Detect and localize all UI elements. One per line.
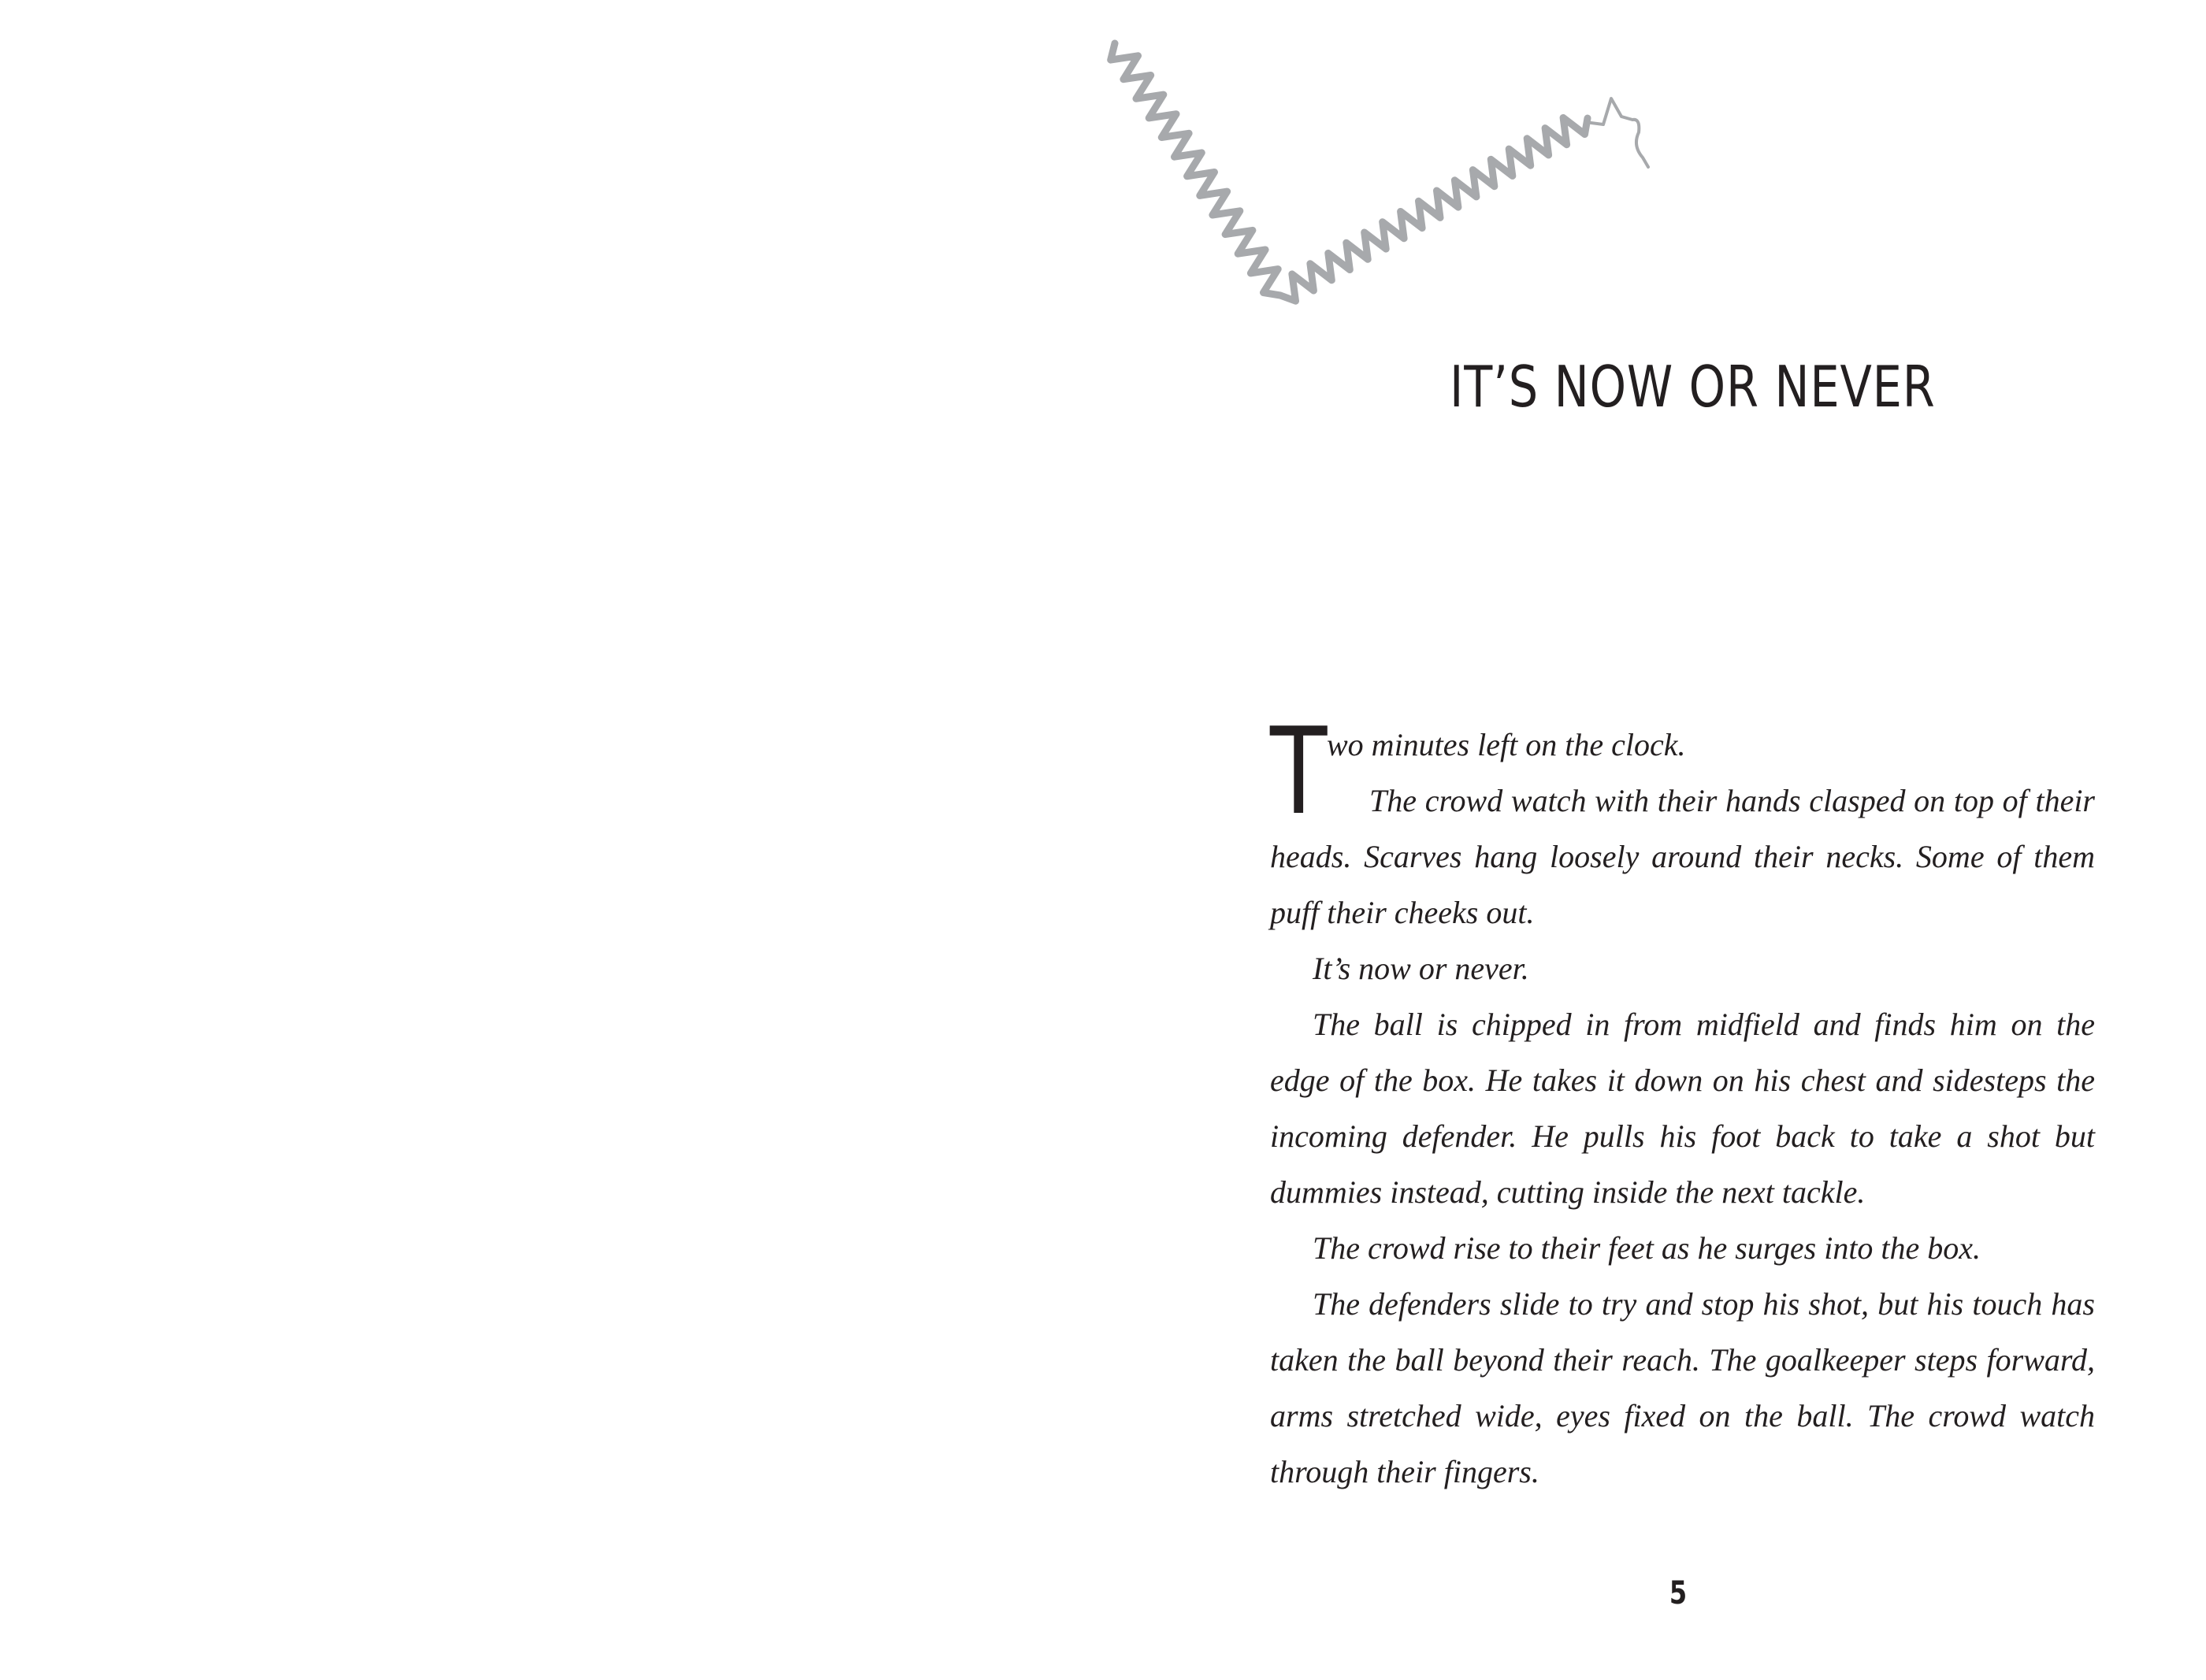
paragraph: The crowd watch with their hands clasped on top of their heads. Scarves hang loosely around their necks. Some of them puff their cheeks out. (1270, 783, 2095, 930)
paragraph: It’s now or never. (1313, 951, 1529, 986)
paragraph: The ball is chipped in from midfield and finds him on the edge of the box. He takes it down on his chest and sidesteps the incoming defender. He pulls his foot back to take a shot but dummies instead, cutting inside the next tackle. (1270, 1007, 2095, 1210)
page-number: 5 (1669, 1575, 1688, 1611)
paragraph: The crowd rise to their feet as he surges into the box. (1313, 1230, 1981, 1266)
drop-cap: T (1270, 702, 1328, 841)
first-paragraph (1270, 702, 2095, 841)
paragraph: The defenders slide to try and stop his shot, but his touch has taken the ball beyond their reach. The goalkeeper steps forward, arms stretched wide, eyes fixed on the ball. The crowd watch through their fingers. (1270, 1286, 2095, 1489)
chapter-title: IT’S NOW OR NEVER (1450, 354, 1936, 420)
body-text (1270, 702, 2095, 1500)
first-paragraph-text: wo minutes left on the clock. (1327, 727, 1686, 762)
